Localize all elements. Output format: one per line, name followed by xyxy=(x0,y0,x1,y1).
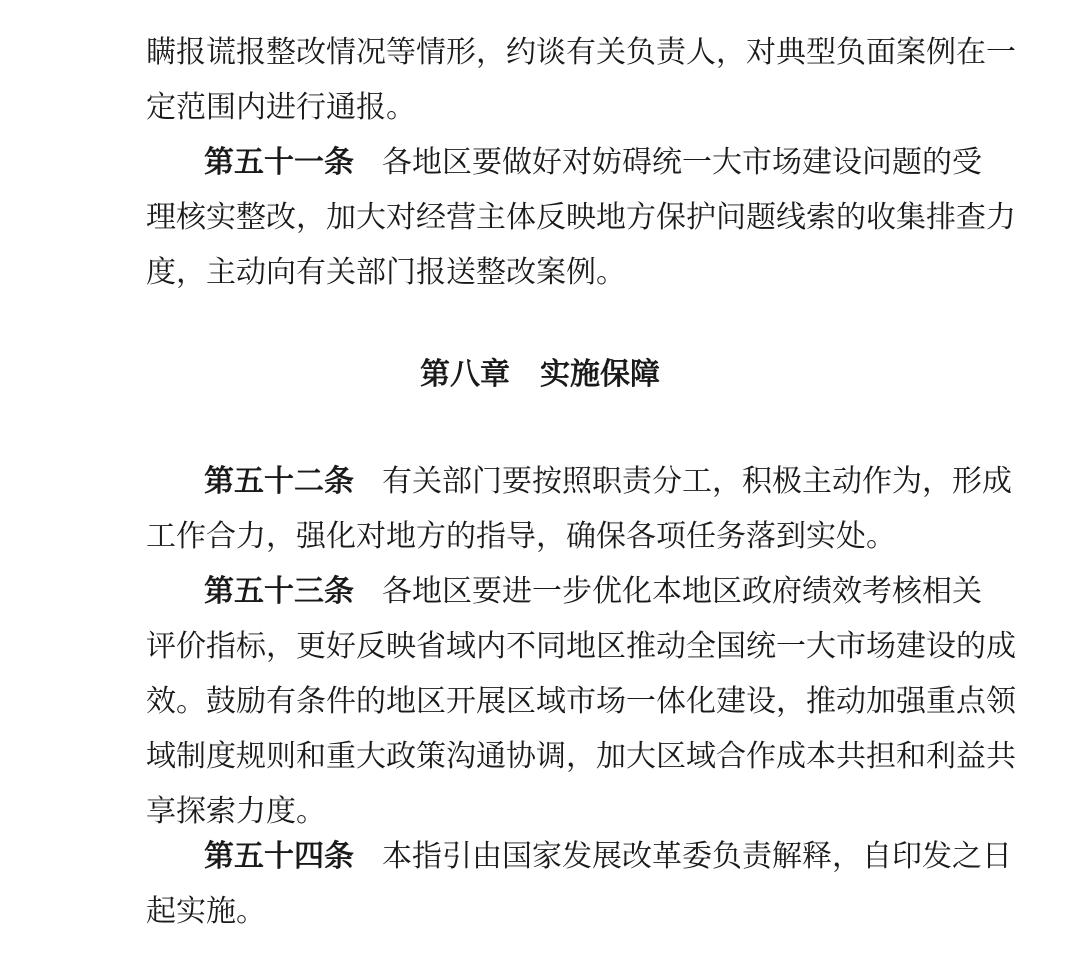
chapter-number: 第八章 xyxy=(420,357,510,392)
article-51-first-line xyxy=(204,143,982,183)
article-52-text: 有关部门要按照职责分工，积极主动作为，形成 xyxy=(382,464,1012,499)
paragraph-line: 域制度规则和重大政策沟通协调，加大区域合作成本共担和利益共 xyxy=(146,739,1016,774)
article-54-label: 第五十四条 xyxy=(204,839,354,874)
article-54-text: 本指引由国家发展改革委负责解释，自印发之日 xyxy=(382,839,1012,874)
paragraph-line: 工作合力，强化对地方的指导，确保各项任务落到实处。 xyxy=(146,519,896,554)
paragraph-line: 起实施。 xyxy=(146,894,266,929)
article-53-label: 第五十三条 xyxy=(204,574,354,609)
paragraph-line: 度，主动向有关部门报送整改案例。 xyxy=(146,255,626,290)
paragraph-line: 效。鼓励有条件的地区开展区域市场一体化建设，推动加强重点领 xyxy=(146,684,1016,719)
article-52-first-line xyxy=(204,462,1012,502)
chapter-title: 实施保障 xyxy=(540,357,660,392)
paragraph-line: 评价指标，更好反映省域内不同地区推动全国统一大市场建设的成 xyxy=(146,629,1016,664)
paragraph-line: 享探索力度。 xyxy=(146,794,326,829)
paragraph-line: 定范围内进行通报。 xyxy=(146,90,416,125)
paragraph-line: 理核实整改，加大对经营主体反映地方保护问题线索的收集排查力 xyxy=(146,200,1016,235)
article-52-label: 第五十二条 xyxy=(204,464,354,499)
article-53-text: 各地区要进一步优化本地区政府绩效考核相关 xyxy=(382,574,982,609)
article-51-label: 第五十一条 xyxy=(204,145,354,180)
article-51-text: 各地区要做好对妨碍统一大市场建设问题的受 xyxy=(382,145,982,180)
paragraph-line: 瞒报谎报整改情况等情形，约谈有关负责人，对典型负面案例在一 xyxy=(146,35,1016,70)
article-53-first-line xyxy=(204,572,982,612)
chapter-heading xyxy=(0,355,1080,395)
article-54-first-line xyxy=(204,837,1012,877)
